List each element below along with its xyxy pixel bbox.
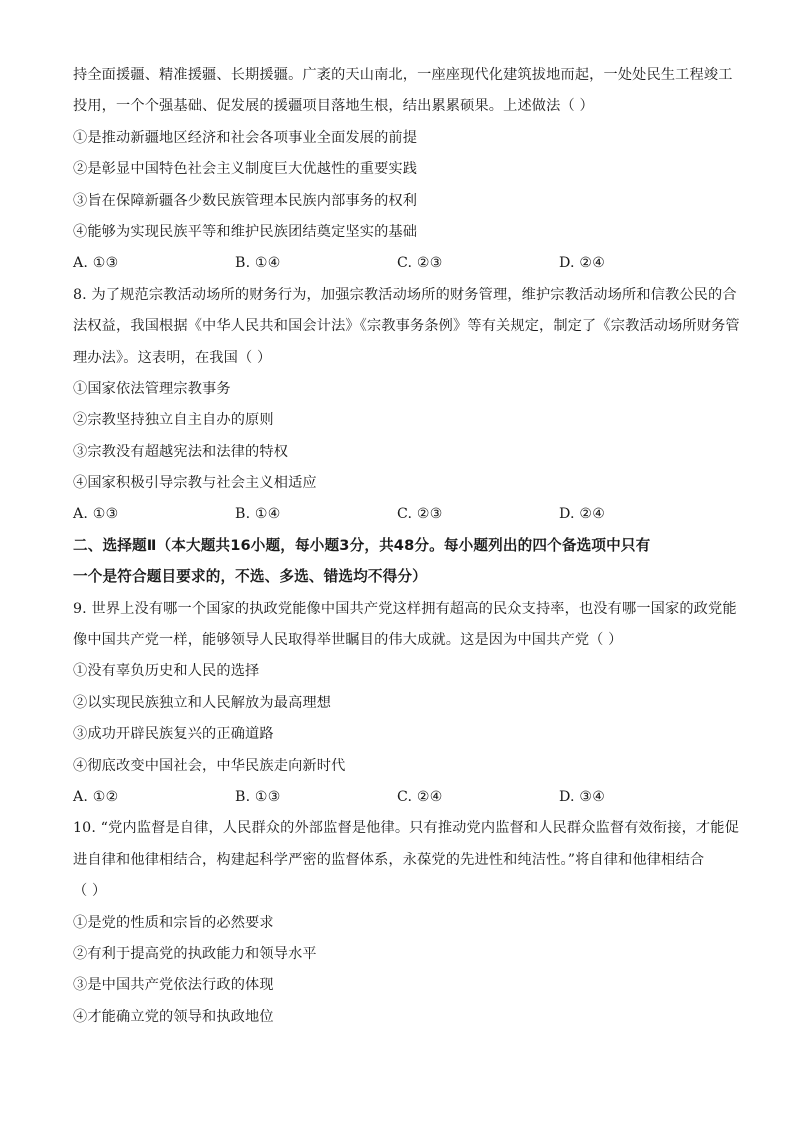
option-statement: ②宗教坚持独立自主自办的原则 — [73, 412, 274, 429]
section-heading-line: 一个是符合题目要求的，不选、多选、错选均不得分） — [73, 568, 427, 586]
question-stem-line: 8. 为了规范宗教活动场所的财务行为，加强宗教活动场所的财务管理，维护宗教活动场所和信教公民的合 — [73, 286, 737, 303]
choice-c: C. ②④ — [397, 788, 443, 805]
question-stem-line: 9. 世界上没有哪一个国家的执政党能像中国共产党这样拥有超高的民众支持率，也没有哪一国家的政党能 — [73, 600, 737, 617]
question-stem-line: 持全面援疆、精准援疆、长期援疆。广袤的天山南北，一座座现代化建筑拔地而起，一处处民生工程竣工 — [73, 67, 733, 83]
option-statement: ③旨在保障新疆各少数民族管理本民族内部事务的权利 — [73, 192, 418, 209]
question-10 — [73, 815, 739, 1035]
option-statement: ②以实现民族独立和人民解放为最高理想 — [73, 694, 332, 711]
choice-b: B. ①③ — [235, 788, 281, 805]
choice-a: A. ①② — [73, 788, 119, 805]
answer-choices — [73, 501, 723, 532]
choice-a: A. ①③ — [73, 255, 119, 272]
question-7 — [73, 62, 733, 282]
option-statement: ②有利于提高党的执政能力和领导水平 — [73, 945, 317, 962]
option-statement: ④国家积极引导宗教与社会主义相适应 — [73, 475, 317, 492]
question-stem-line: 法权益，我国根据《中华人民共和国会计法》《宗教事务条例》等有关规定，制定了《宗教活动场所财务管 — [73, 318, 740, 335]
option-statement: ①没有辜负历史和人民的选择 — [73, 663, 260, 680]
exam-page — [73, 62, 740, 1035]
question-stem-line: 理办法》。这表明，在我国（ ） — [73, 349, 272, 366]
question-stem-line: 10. “党内监督是自律，人民群众的外部监督是他律。只有推动党内监督和人民群众监督有效衔接，才能促 — [73, 820, 739, 837]
option-statement: ④才能确立党的领导和执政地位 — [73, 1008, 274, 1025]
choice-d: D. ②④ — [559, 506, 606, 523]
choice-b: B. ①④ — [235, 255, 281, 272]
question-stem-line: 投用，一个个强基础、促发展的援疆项目落地生根，结出累累硕果。上述做法（ ） — [73, 98, 594, 115]
option-statement: ③宗教没有超越宪法和法律的特权 — [73, 443, 289, 460]
option-statement: ③成功开辟民族复兴的正确道路 — [73, 726, 274, 743]
question-9 — [73, 596, 737, 816]
option-statement: ②是彰显中国特色社会主义制度巨大优越性的重要实践 — [73, 161, 418, 178]
question-8 — [73, 282, 740, 533]
choice-c: C. ②③ — [397, 506, 443, 523]
choice-c: C. ②③ — [397, 255, 443, 272]
option-statement: ④能够为实现民族平等和维护民族团结奠定坚实的基础 — [73, 223, 418, 240]
answer-choices — [73, 250, 723, 281]
choice-b: B. ①④ — [235, 506, 281, 523]
option-statement: ①国家依法管理宗教事务 — [73, 380, 231, 397]
choice-d: D. ③④ — [559, 788, 606, 805]
option-statement: ①是推动新疆地区经济和社会各项事业全面发展的前提 — [73, 129, 418, 146]
question-stem-line: 进自律和他律相结合，构建起科学严密的监督体系，永葆党的先进性和纯洁性。”将自律和他律相结合 — [73, 851, 705, 868]
option-statement: ③是中国共产党依法行政的体现 — [73, 977, 274, 994]
choice-a: A. ①③ — [73, 506, 119, 523]
question-stem-line: （ ） — [73, 883, 107, 900]
choice-d: D. ②④ — [559, 255, 606, 272]
answer-choices — [73, 784, 723, 815]
option-statement: ①是党的性质和宗旨的必然要求 — [73, 914, 274, 931]
section-heading-line: 二、选择题Ⅱ（本大题共16小题，每小题3分，共48分。每小题列出的四个备选项中只有 — [73, 536, 651, 554]
question-stem-line: 像中国共产党一样，能够领导人民取得举世瞩目的伟大成就。这是因为中国共产党（ ） — [73, 632, 623, 649]
option-statement: ④彻底改变中国社会，中华民族走向新时代 — [73, 757, 346, 774]
section-heading — [73, 533, 723, 596]
